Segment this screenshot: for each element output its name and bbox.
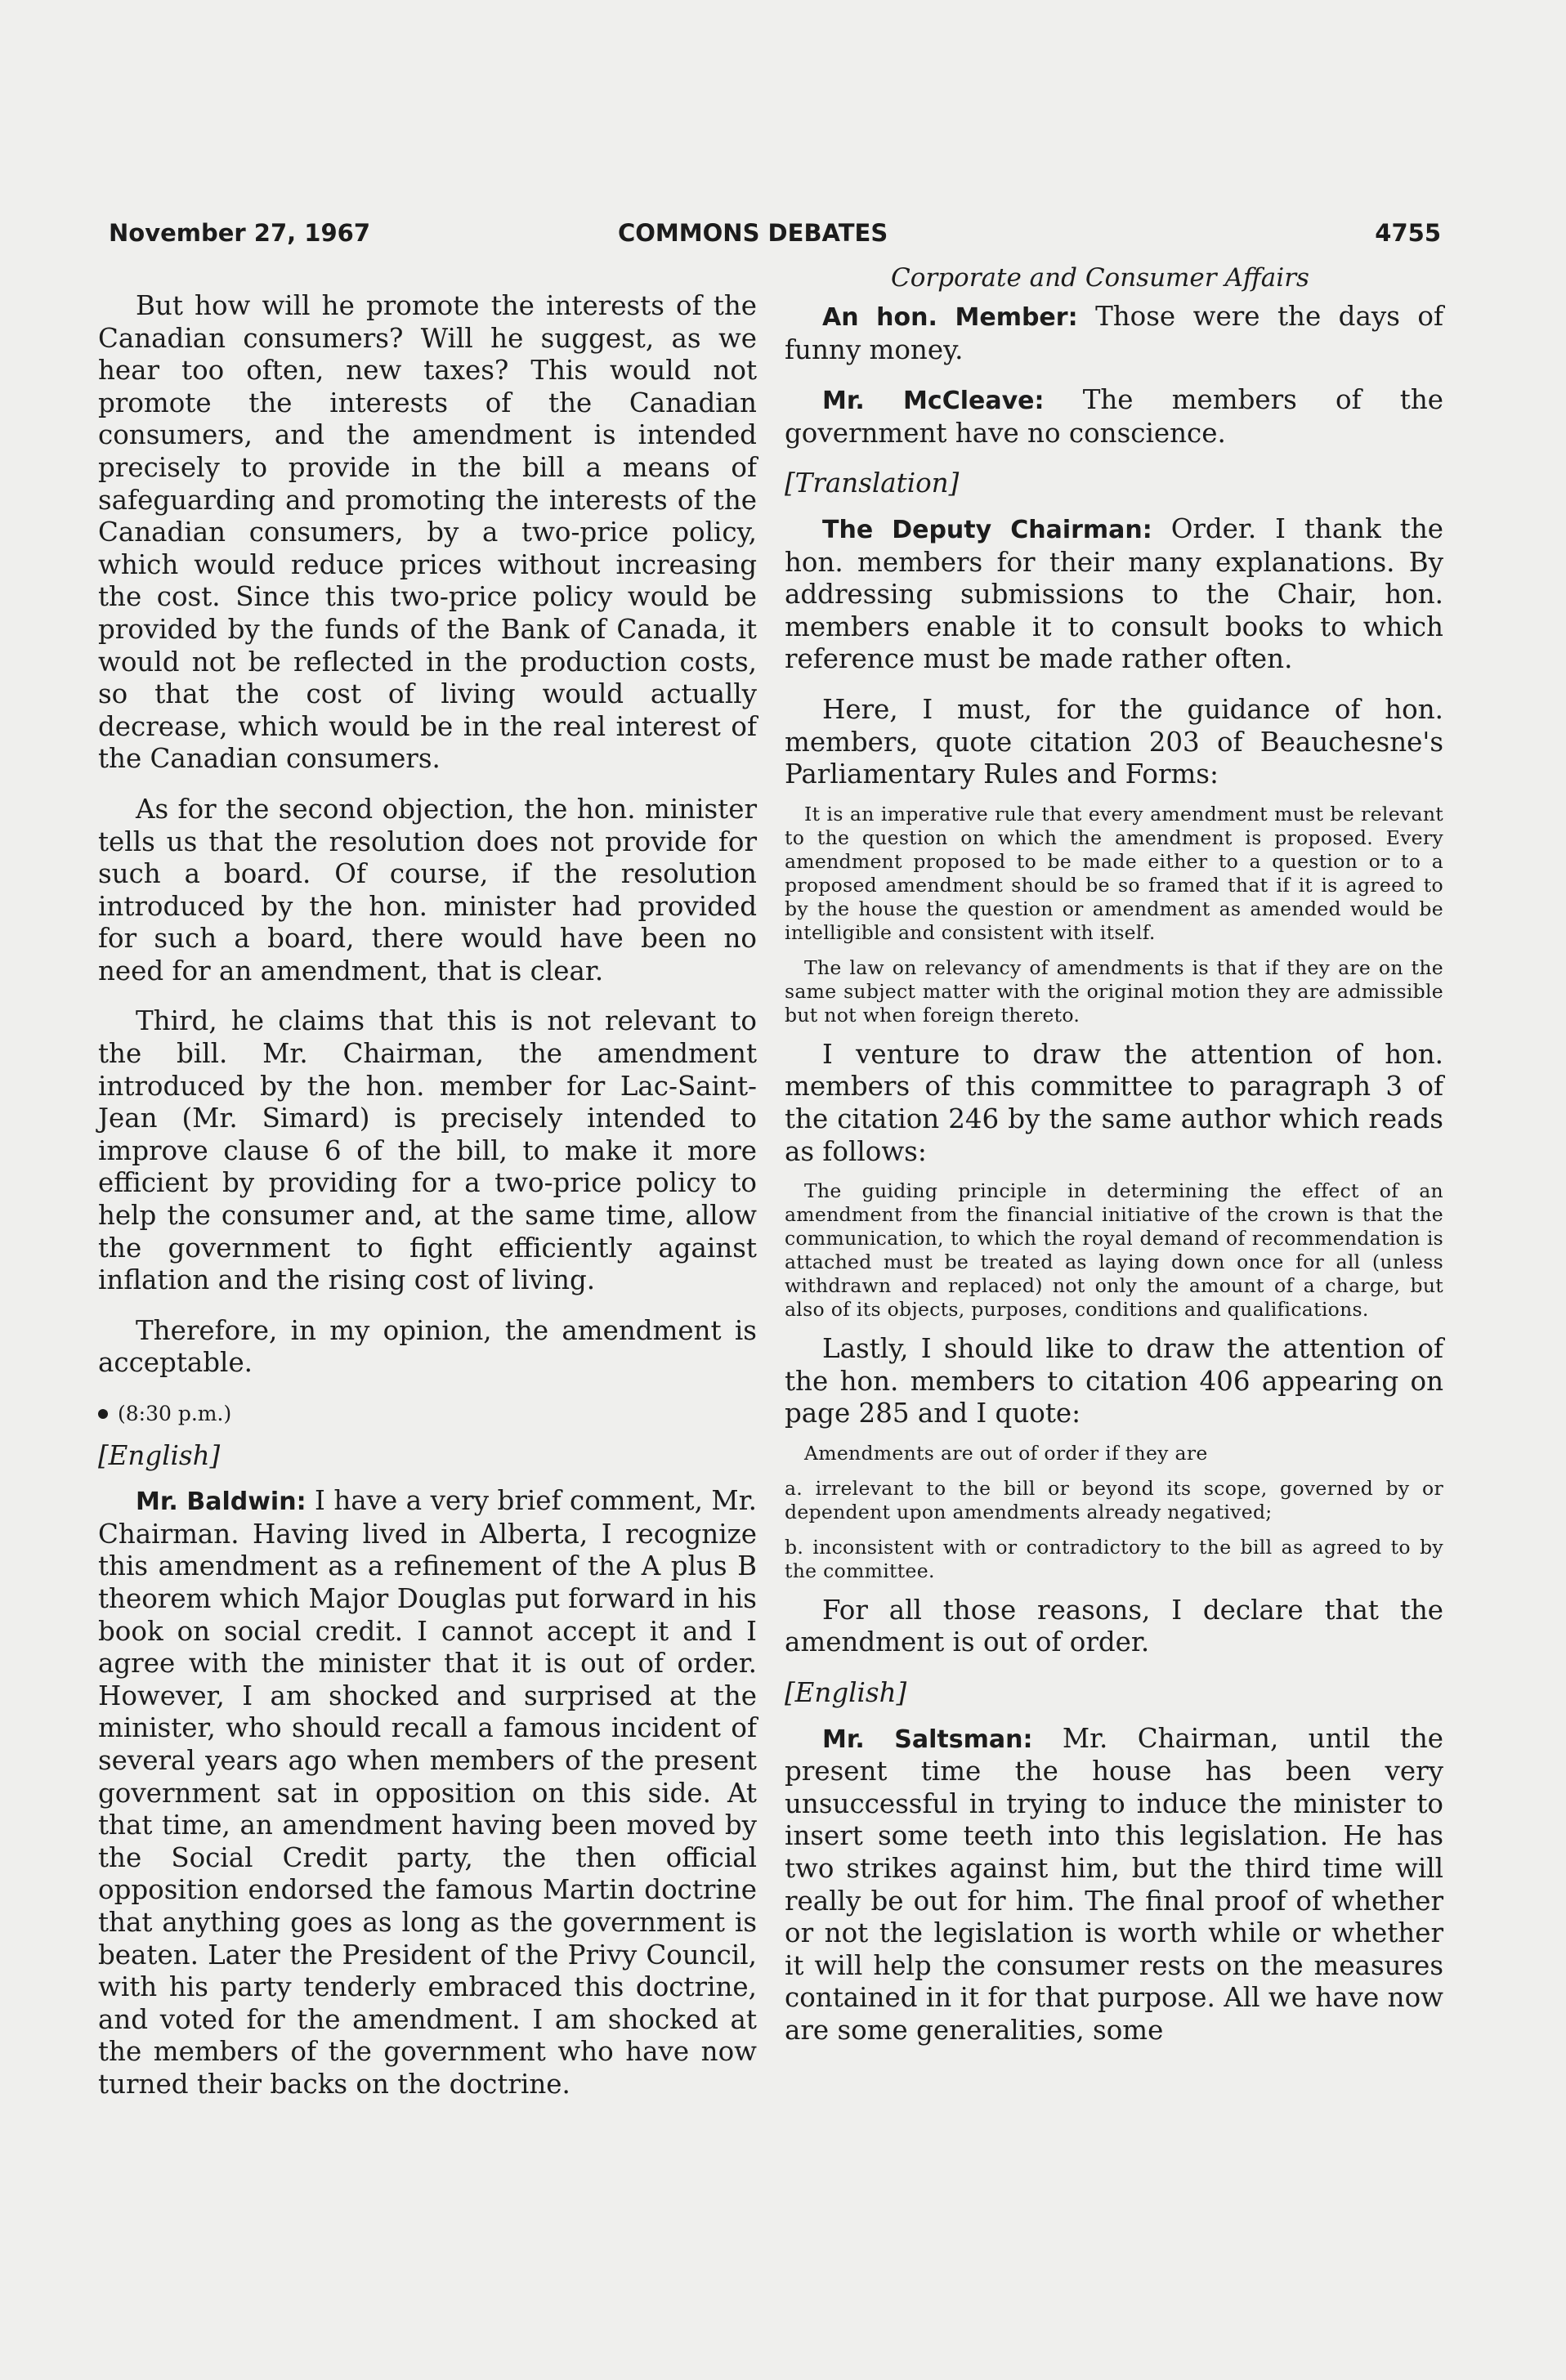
language-tag: [English] <box>785 1677 907 1709</box>
right-column <box>785 301 1443 2065</box>
time-text: (8:30 p.m.) <box>118 1402 232 1425</box>
speaker-name: Mr. Baldwin: <box>136 1488 306 1517</box>
quotation: The guiding principle in determining the effect of an amendment from the financial initiative of the crown is that the communication, to which the royal demand of recommendation is attached must be treated as laying down once for all (unless withdrawn and replaced) not only the amount of a charge, but also of its objects, purposes, conditions and qualifications. <box>785 1179 1443 1322</box>
quotation: Amendments are out of order if they are <box>804 1441 1208 1465</box>
header-title: COMMONS DEBATES <box>618 219 888 247</box>
speech-baldwin <box>98 1485 757 2100</box>
speech-hon-member <box>785 301 1443 366</box>
speaker-name: The Deputy Chairman: <box>822 515 1152 544</box>
speech-text: Mr. Chairman, until the present time the house has been very unsuccessful in trying to induce the minister to insert some teeth into this legislation. He has two strikes against him, but the third time will really be out for him. The final proof of whether or not the legislation is worth while or whether it will help the consumer rests on the measures contained in it for that purpose. All we have now are some generalities, some <box>785 1722 1443 2046</box>
language-tag: [English] <box>98 1439 221 1471</box>
quotation-list-item: a. irrelevant to the bill or beyond its scope, governed by or dependent upon amendments already negatived; <box>785 1476 1443 1523</box>
speech-text: Order. I thank the hon. members for their many explanations. By addressing submissions to the Chair, hon. members enable it to consult books to which reference must be made rather often. <box>785 512 1443 675</box>
speech-text: Those were the days of funny money. <box>785 301 1443 365</box>
time-marker <box>98 1398 757 1430</box>
paragraph: But how will he promote the interests of the Canadian consumers? Will he suggest, as we hear too often, new taxes? This would not promote the interests of the Canadian consumers, and the amendment is intended precisely to provide in the bill a means of safeguarding and promoting the interests of the Canadian consumers, by a two-price policy, which would reduce prices without increasing the cost. Since this two-price policy would be provided by the funds of the Bank of Canada, it would not be reflected in the production costs, so that the cost of living would actually decrease, which would be in the real interest of the Canadian consumers. <box>98 290 757 775</box>
bullet-icon <box>98 1409 108 1419</box>
paragraph: Third, he claims that this is not relevant to the bill. Mr. Chairman, the amendment introduced by the hon. member for Lac-Saint-Jean (Mr. Simard) is precisely intended to improve clause 6 of the bill, to make it more efficient by providing for a two-price policy to help the consumer and, at the same time, allow the government to fight efficiently against inflation and the rising cost of living. <box>98 1005 757 1296</box>
speech-saltsman <box>785 1723 1443 2047</box>
paragraph: Here, I must, for the guidance of hon. members, quote citation 203 of Beauchesne's Parliamentary Rules and Forms: <box>785 693 1443 790</box>
speech-text: I have a very brief comment, Mr. Chairman. Having lived in Alberta, I recognize this amendment as a refinement of the A plus B theorem which Major Douglas put forward in his book on social credit. I cannot accept it and I agree with the minister that it is out of order. However, I am shocked and surprised at the minister, who should recall a famous incident of several years ago when members of the present government sat in opposition on this side. At that time, an amendment having been moved by the Social Credit party, the then official opposition endorsed the famous Martin doctrine that anything goes as long as the government is beaten. Later the President of the Privy Council, with his party tenderly embraced this doctrine, and voted for the amendment. I am shocked at the members of the government who have now turned their backs on the doctrine. <box>98 1485 757 2100</box>
quotation: It is an imperative rule that every amendment must be relevant to the question on which the amendment is proposed. Every amendment proposed to be made either to a question or to a proposed amendment should be so framed that if it is agreed to by the house the question or amendment as amended would be intelligible and consistent with itself. <box>785 802 1443 944</box>
paragraph: As for the second objection, the hon. minister tells us that the resolution does not provide for such a board. Of course, if the resolution introduced by the hon. minister had provided for such a board, there would have been no need for an amendment, that is clear. <box>98 793 757 986</box>
quotation-list-item: b. inconsistent with or contradictory to the bill as agreed to by the committee. <box>785 1535 1443 1582</box>
page-number: 4755 <box>1375 219 1441 247</box>
running-head: Corporate and Consumer Affairs <box>891 263 1309 293</box>
quotation: The law on relevancy of amendments is that if they are on the same subject matter with the original motion they are admissible but not when foreign thereto. <box>785 955 1443 1027</box>
paragraph: Lastly, I should like to draw the attention of the hon. members to citation 406 appearing on page 285 and I quote: <box>785 1333 1443 1429</box>
speech-text: The members of the government have no conscience. <box>785 384 1444 449</box>
paragraph: I venture to draw the attention of hon. members of this committee to paragraph 3 of the citation 246 by the same author which reads as follows: <box>785 1038 1443 1167</box>
speech-deputy-chairman <box>785 513 1443 676</box>
header-date: November 27, 1967 <box>109 219 370 247</box>
language-tag: [Translation] <box>785 468 960 499</box>
paragraph: Therefore, in my opinion, the amendment is acceptable. <box>98 1314 757 1379</box>
speaker-name: Mr. Saltsman: <box>822 1725 1033 1754</box>
paragraph: For all those reasons, I declare that the amendment is out of order. <box>785 1594 1443 1658</box>
page-header <box>109 219 1441 255</box>
speaker-name: Mr. McCleave: <box>822 387 1045 416</box>
speech-mccleave <box>785 384 1443 450</box>
left-column <box>98 290 757 2118</box>
speaker-name: An hon. Member: <box>822 303 1078 332</box>
